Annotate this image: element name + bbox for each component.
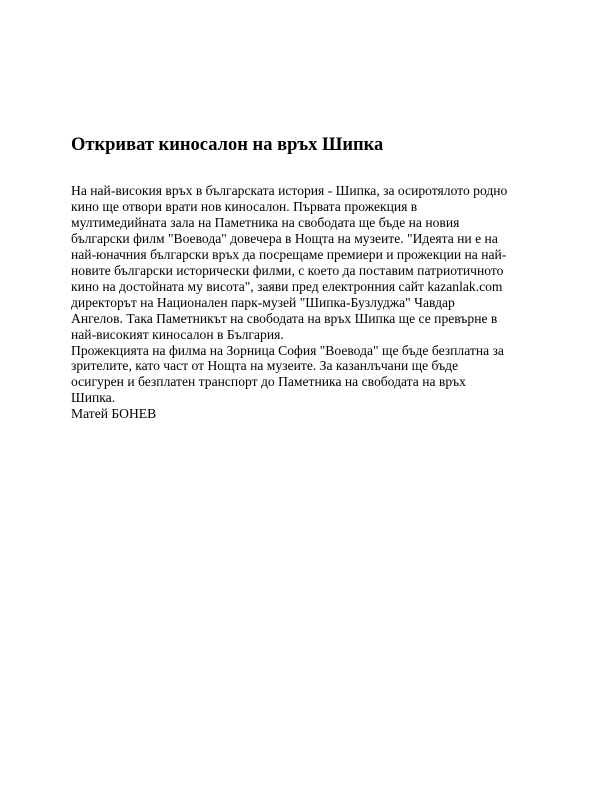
article-author: Матей БОНЕВ [71,406,157,422]
article-line: Ангелов. Така Паметникът на свободата на връх Шипка ще се превърне в [71,310,498,326]
article-line: мултимедийната зала на Паметника на свободата ще бъде на новия [71,214,460,230]
article-line: осигурен и безплатен транспорт до Паметника на свободата на връх [71,374,466,390]
article-line: кино ще отвори врати нов киносалон. Първата прожекция в [71,198,418,214]
article-line: зрителите, като част от Нощта на музеите. За казанлъчани ще бъде [71,358,459,374]
article-body [71,183,571,422]
article-line: директорът на Национален парк-музей "Шипка-Бузлуджа" Чавдар [71,294,455,310]
article-line: кино на достойната му висота", заяви пред електронния сайт kazanlak.com [71,278,503,294]
article-line: новите български исторически филми, с което да поставим патриотичното [71,262,504,278]
article-line: Шипка. [71,390,116,406]
article-line: На най-високия връх в българската история - Шипка, за осиротялото родно [71,183,508,198]
article-line: най-високият киносалон в България. [71,326,284,342]
article-line: български филм "Воевода" довечера в Нощта на музеите. "Идеята ни е на [71,230,498,246]
article-line: Прожекцията на филма на Зорница София "Воевода" ще бъде безплатна за [71,342,504,358]
article-title: Откриват киносалон на връх Шипка [71,135,384,155]
article-line: най-юначния български връх да посрещаме премиери и прожекции на най- [71,246,507,262]
